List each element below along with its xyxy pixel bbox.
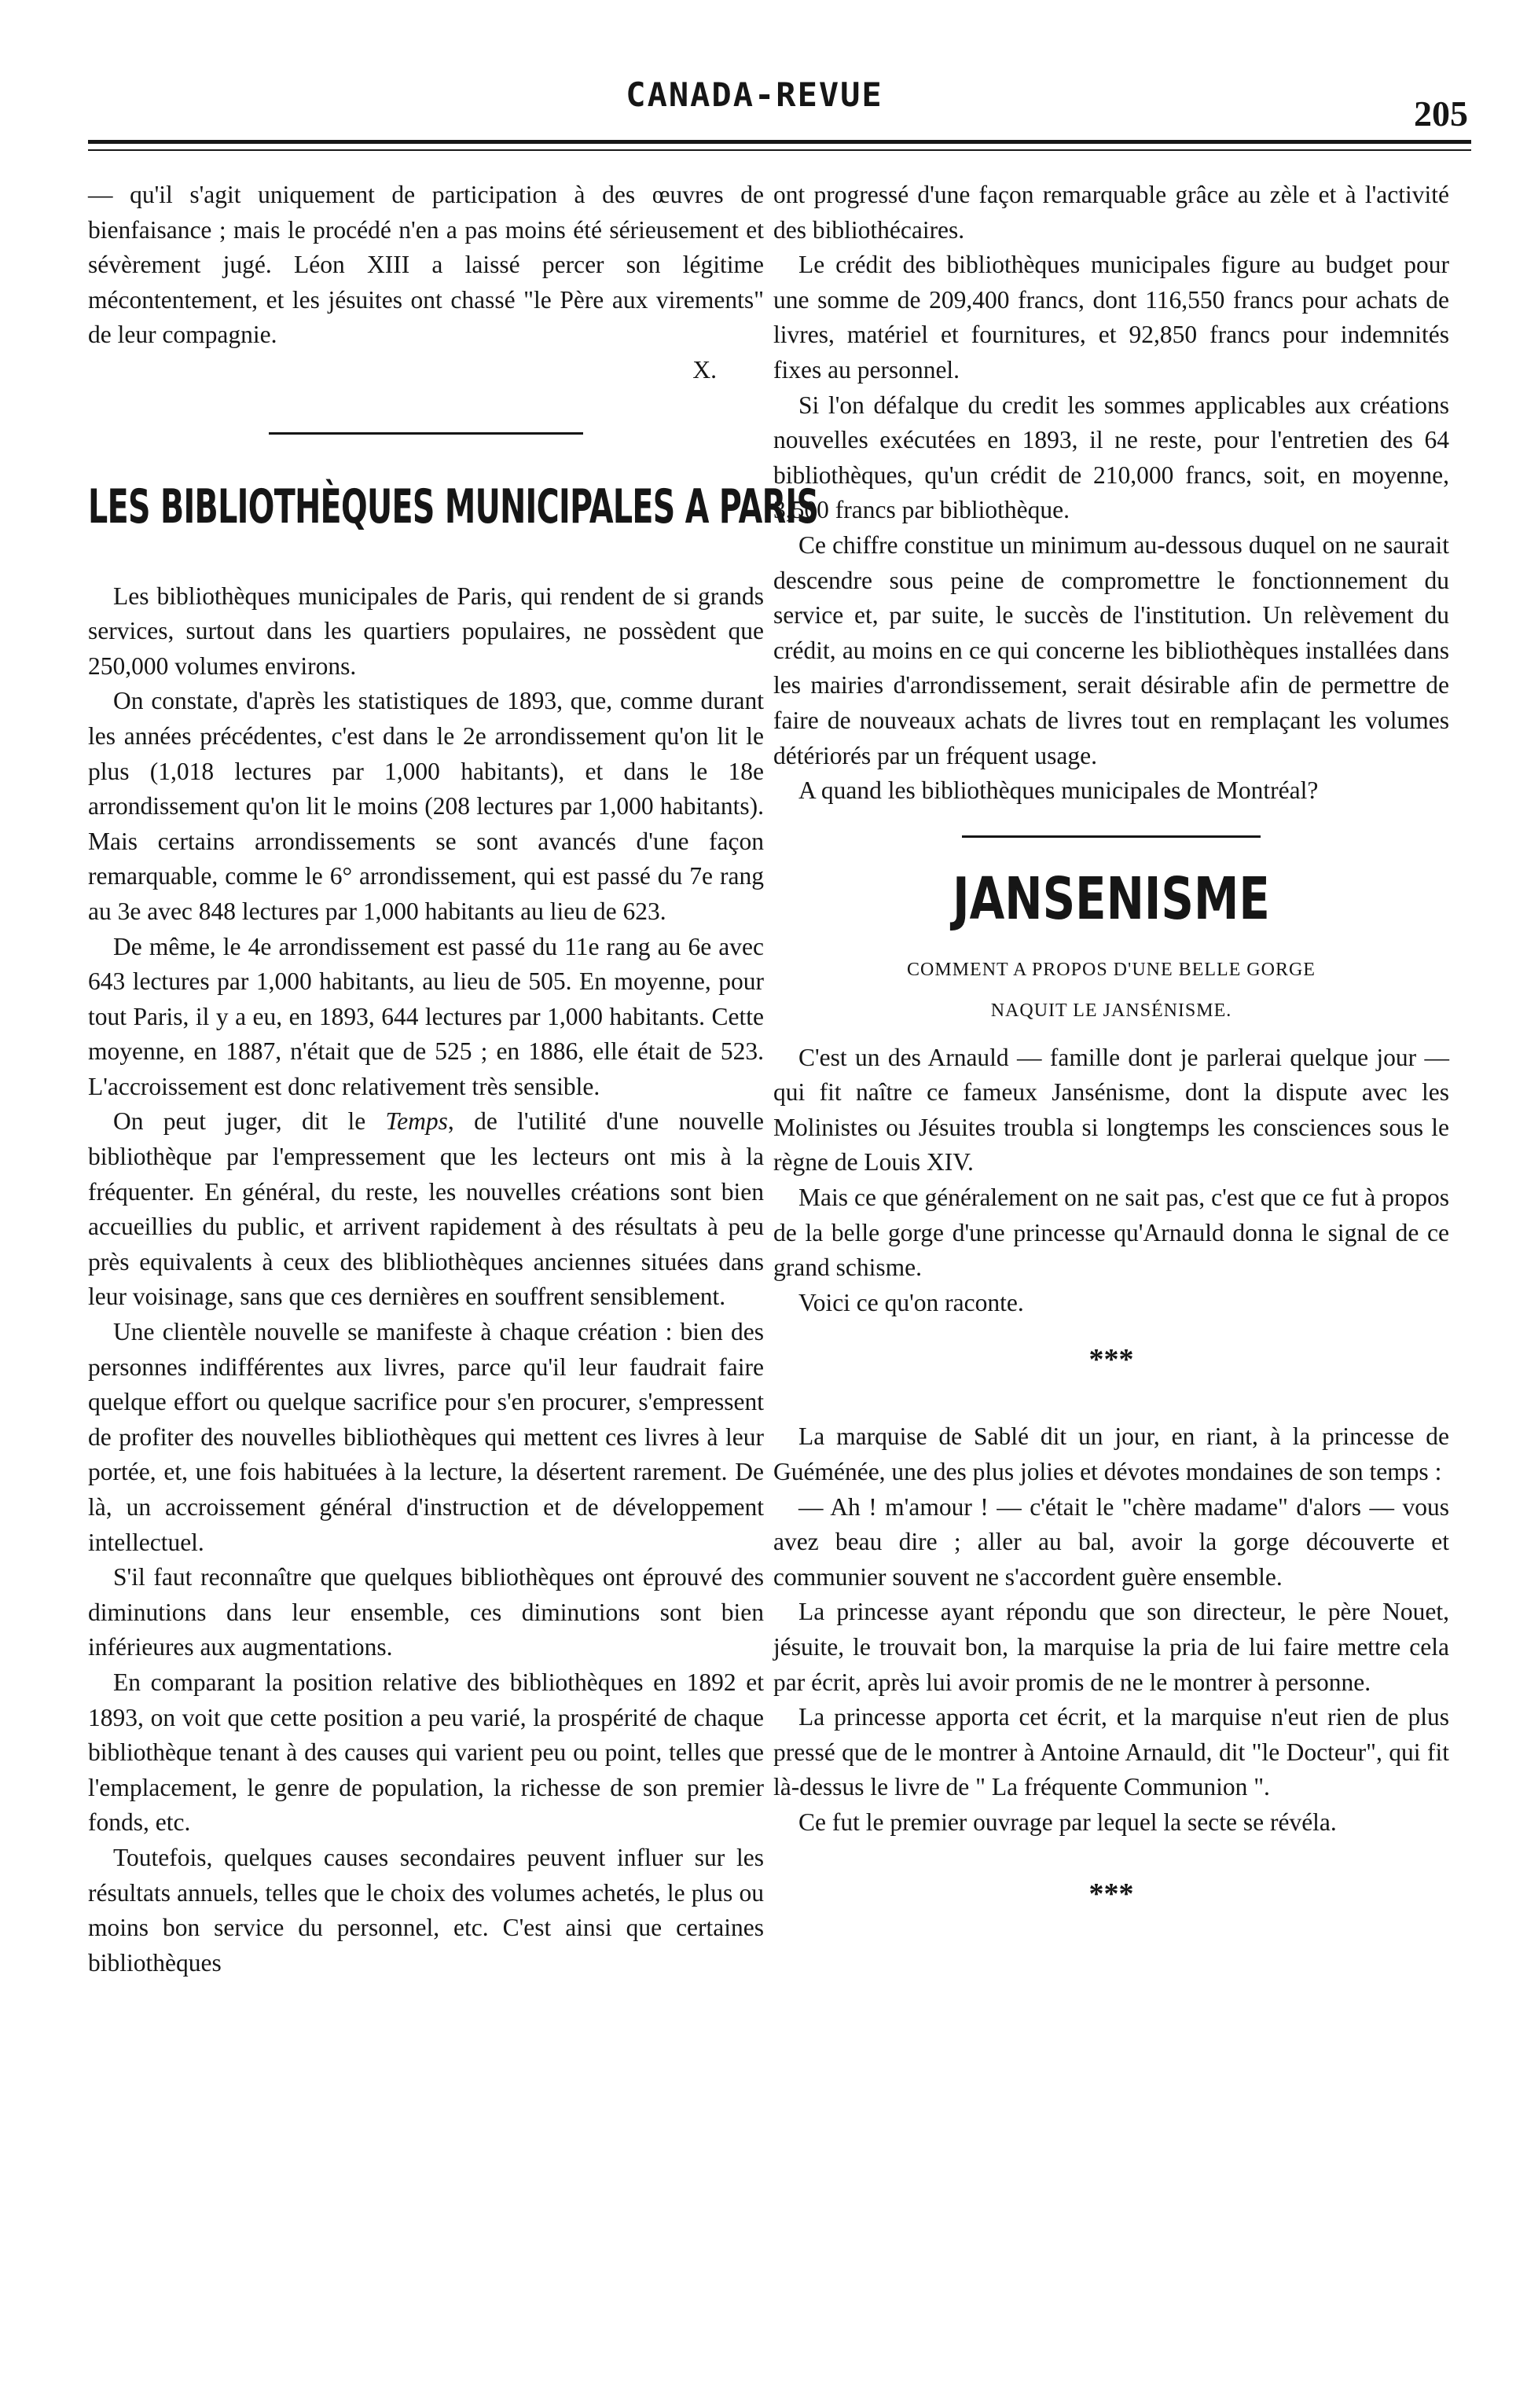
article-signature: X. (692, 355, 717, 384)
header-rule-thick (88, 140, 1471, 144)
paragraph: La princesse apporta cet écrit, et la marquise n'eut rien de plus pressé que de le montrer à Antoine Arnauld, dit "le Docteur", qui fit là-dessus le livre de " La fréquente Communion ". (773, 1703, 1449, 1801)
article-subtitle (773, 949, 1449, 1031)
paragraph: Les bibliothèques municipales de Paris, qui rendent de si grands services, surtout dans les quartiers populaires, ne possèdent que 250,000 volumes environs. (88, 582, 764, 680)
paragraph: Toutefois, quelques causes secondaires peuvent influer sur les résultats annuels, telles que le choix des volumes achetés, le plus ou moins bon service du personnel, etc. C'est ainsi que certaines bibliothèques (88, 1843, 764, 1977)
paragraph: En comparant la position relative des bibliothèques en 1892 et 1893, on voit que cette position a peu varié, la prospérité de chaque bibliothèque tenant à des causes qui varient peu ou point, telles que l'emplacement, le genre de population, la richesse de son premier fonds, etc. (88, 1668, 764, 1837)
newspaper-name: Temps (385, 1107, 448, 1136)
paragraph-temps (88, 1104, 764, 1315)
section-divider (269, 432, 583, 435)
paragraph: La princesse ayant répondu que son directeur, le père Nouet, jésuite, le trouvait bon, la marquise la pria de lui faire mettre cela par écrit, après lui avoir promis de ne le montrer à personne. (773, 1598, 1449, 1696)
asterism: *** (1088, 1343, 1134, 1377)
continued-paragraph: ont progressé d'une façon remarquable grâce au zèle et à l'activité des bibliothécaires. (773, 181, 1449, 244)
paragraph: Si l'on défalque du credit les sommes applicables aux créations nouvelles exécutées en 1893, il ne reste, pour l'entretien des 64 bibliothèques, qu'un crédit de 210,000 francs, soit, en moyenne, 3,500 francs par bibliothèque. (773, 391, 1449, 524)
paragraph: Une clientèle nouvelle se manifeste à chaque création : bien des personnes indifférentes aux livres, parce qu'il leur faudrait faire quelque effort ou quelque sacrifice pour s'en procurer, s'empressent de profiter des nouvelles bibliothèques qui mettent ces livres à leur portée, et, une fois habituées à la lecture, la désertent rarement. De là, un accroissement général d'instruction et de développement intellectuel. (88, 1318, 764, 1556)
paragraph: On constate, d'après les statistiques de 1893, que, comme durant les années précédentes, c'est dans le 2e arrondissement qu'on lit le plus (1,018 lectures par 1,000 habitants), et dans le 18e arrondissement qu'on lit le moins (208 lectures par 1,000 habitants). Mais certains arrondissements se sont avancés d'une façon remarquable, comme le 6° arrondissement, qui est passé du 7e rang au 3e avec 848 lectures par 1,000 habitants au lieu de 623. (88, 687, 764, 925)
subtitle-line: NAQUIT LE JANSÉNISME. (990, 1000, 1232, 1021)
page-header (0, 0, 1516, 149)
text-span: , de l'utilité d'une nouvelle bibliothèque par l'empressement que les lecteurs ont mis à la fréquenter. En général, du reste, les nouvelles créations sont bien accueillies du public, et arrivent rapidement à des résultats à peu près equivalents à ceux des blibliothèques anciennes situées dans leur voisinage, sans que ces dernières en souffrent sensiblement. (88, 1107, 764, 1311)
asterism: *** (1088, 1877, 1134, 1911)
subtitle-line: COMMENT A PROPOS D'UNE BELLE GORGE (907, 959, 1316, 980)
paragraph: Le crédit des bibliothèques municipales figure au budget pour une somme de 209,400 francs, dont 116,550 francs pour achats de livres, matériel et fournitures, et 92,850 francs pour indemnités fixes au personnel. (773, 251, 1449, 384)
article-title: JANSENISME (953, 864, 1270, 933)
paragraph: S'il faut reconnaître que quelques bibliothèques ont éprouvé des diminutions dans leur ensemble, ces diminutions sont bien inférieures aux augmentations. (88, 1563, 764, 1661)
article-title: LES BIBLIOTHÈQUES MUNICIPALES A PARIS (88, 479, 819, 534)
journal-title: CANADA-REVUE (626, 75, 883, 114)
paragraph: De même, le 4e arrondissement est passé du 11e rang au 6e avec 643 lectures par 1,000 habitants, au lieu de 505. En moyenne, pour tout Paris, il y a eu, en 1893, 644 lectures par 1,000 habitants. Cette moyenne, en 1887, n'était que de 525 ; en 1886, elle était de 523. L'accroissement est donc relativement très sensible. (88, 932, 764, 1100)
paragraph: A quand les bibliothèques municipales de Montréal? (798, 776, 1319, 805)
text-span: On peut juger, dit le (113, 1107, 386, 1136)
right-column (773, 178, 1449, 1954)
paragraph: Mais ce que généralement on ne sait pas, c'est que ce fut à propos de la belle gorge d'une princesse qu'Arnauld donna le signal de ce grand schisme. (773, 1184, 1449, 1282)
paragraph: La marquise de Sablé dit un jour, en riant, à la princesse de Guéménée, une des plus jolies et dévotes mondaines de son temps : (773, 1422, 1449, 1486)
paragraph: C'est un des Arnauld — famille dont je parlerai quelque jour — qui fit naître ce fameux Jansénisme, dont la dispute avec les Molinistes ou Jésuites troubla si longtemps les consciences sous le règne de Louis XIV. (773, 1043, 1449, 1176)
header-rule-thin (88, 149, 1471, 151)
left-column (88, 178, 819, 1980)
paragraph: Ce chiffre constitue un minimum au-dessous duquel on ne saurait descendre sous peine de compromettre le fonctionnement du service et, par suite, le succès de l'institution. Un relèvement du crédit, au moins en ce qui concerne les bibliothèques installées dans les mairies d'arrondissement, serait désirable afin de permettre de faire de nouveaux achats de livres tout en remplaçant les volumes détériorés par un fréquent usage. (773, 530, 1449, 769)
continued-paragraph: — qu'il s'agit uniquement de participation à des œuvres de bienfaisance ; mais le procédé n'en a pas moins été sérieusement et sévèrement jugé. Léon XIII a laissé percer son légitime mécontentement, et les jésuites ont chassé "le Père aux virements" de leur compagnie. (88, 181, 764, 349)
paragraph: Ce fut le premier ouvrage par lequel la secte se révéla. (798, 1808, 1337, 1836)
paragraph: — Ah ! m'amour ! — c'était le "chère madame" d'alors — vous avez beau dire ; aller au bal, avoir la gorge découverte et communier souvent ne s'accordent guère ensemble. (773, 1492, 1449, 1591)
paragraph: Voici ce qu'on raconte. (798, 1288, 1024, 1316)
section-divider (962, 835, 1261, 838)
page-number: 205 (1414, 94, 1468, 134)
